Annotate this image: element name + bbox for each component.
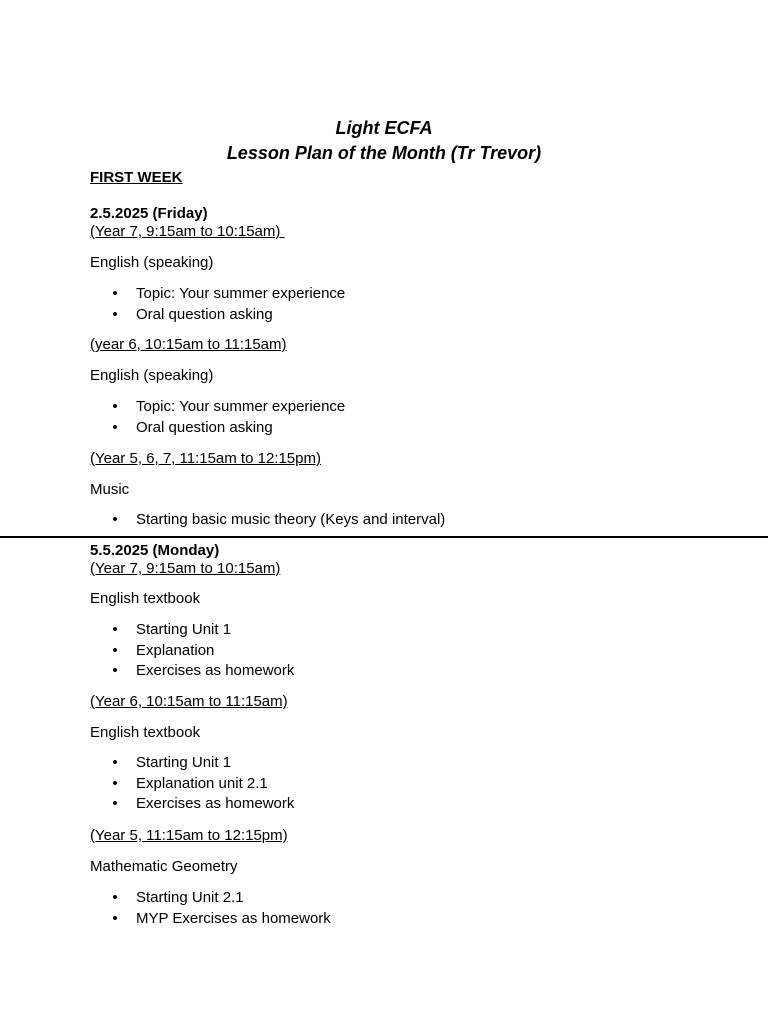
day1-lesson2-time: (year 6, 10:15am to 11:15am) bbox=[90, 336, 287, 353]
list-item bbox=[0, 641, 768, 662]
bullet-icon: • bbox=[112, 398, 118, 415]
list-item bbox=[0, 305, 768, 326]
bullet-icon: • bbox=[112, 621, 118, 638]
day1-lesson3-subject: Music bbox=[90, 481, 130, 498]
day2-lesson2-time: (Year 6, 10:15am to 11:15am) bbox=[90, 693, 288, 710]
list-item bbox=[0, 397, 768, 418]
bullet-icon: • bbox=[112, 418, 118, 436]
document-title: Light ECFA bbox=[335, 118, 433, 138]
bullet-text: Explanation unit 2.1 bbox=[136, 774, 268, 792]
day2-date: 5.5.2025 (Monday) bbox=[90, 542, 220, 559]
bullet-text: MYP Exercises as homework bbox=[136, 909, 331, 927]
list-item bbox=[0, 510, 768, 531]
page-divider bbox=[0, 536, 768, 538]
day2-lesson2-bullets bbox=[0, 753, 768, 815]
day2-lesson1-bullets bbox=[0, 620, 768, 682]
bullet-icon: • bbox=[112, 774, 118, 792]
bullet-icon: • bbox=[112, 795, 118, 812]
week-heading: FIRST WEEK bbox=[90, 169, 183, 186]
day2-lesson3-subject: Mathematic Geometry bbox=[90, 858, 238, 875]
day1-lesson2-subject: English (speaking) bbox=[90, 367, 214, 384]
day2-lesson2-subject: English textbook bbox=[90, 724, 201, 741]
bullet-icon: • bbox=[112, 662, 118, 679]
list-item bbox=[0, 753, 768, 774]
list-item bbox=[0, 888, 768, 909]
list-item bbox=[0, 909, 768, 930]
bullet-icon: • bbox=[112, 641, 118, 659]
list-item bbox=[0, 661, 768, 682]
list-item bbox=[0, 418, 768, 439]
list-item bbox=[0, 620, 768, 641]
bullet-text: Explanation bbox=[136, 641, 215, 659]
bullet-text: Oral question asking bbox=[136, 305, 273, 323]
list-item bbox=[0, 794, 768, 815]
bullet-text: Starting Unit 1 bbox=[136, 621, 232, 638]
day1-lesson3-time: (Year 5, 6, 7, 11:15am to 12:15pm) bbox=[90, 450, 321, 467]
day1-lesson3-bullets bbox=[0, 510, 768, 531]
day1-lesson1-bullets bbox=[0, 284, 768, 325]
list-item bbox=[0, 284, 768, 305]
day1-lesson1-subject: English (speaking) bbox=[90, 254, 214, 271]
bullet-icon: • bbox=[112, 909, 118, 927]
bullet-icon: • bbox=[112, 305, 118, 323]
document-title-block bbox=[0, 116, 768, 166]
day2-lesson1-subject: English textbook bbox=[90, 590, 201, 607]
day1-lesson2-bullets bbox=[0, 397, 768, 438]
bullet-text: Exercises as homework bbox=[136, 795, 295, 812]
day1-date: 2.5.2025 (Friday) bbox=[90, 205, 208, 222]
day2-lesson1-time: (Year 7, 9:15am to 10:15am) bbox=[90, 560, 281, 577]
list-item bbox=[0, 774, 768, 795]
bullet-text: Starting basic music theory (Keys and interval) bbox=[136, 511, 446, 528]
day2-lesson3-bullets bbox=[0, 888, 768, 929]
bullet-text: Topic: Your summer experience bbox=[136, 398, 346, 415]
bullet-icon: • bbox=[112, 889, 118, 906]
bullet-text: Oral question asking bbox=[136, 418, 273, 436]
day1-lesson1-time: (Year 7, 9:15am to 10:15am) bbox=[90, 223, 285, 240]
bullet-text: Topic: Your summer experience bbox=[136, 285, 346, 302]
bullet-text: Exercises as homework bbox=[136, 662, 295, 679]
bullet-icon: • bbox=[112, 754, 118, 771]
bullet-icon: • bbox=[112, 285, 118, 302]
day2-lesson3-time: (Year 5, 11:15am to 12:15pm) bbox=[90, 827, 288, 844]
document-subtitle: Lesson Plan of the Month (Tr Trevor) bbox=[226, 143, 542, 163]
bullet-text: Starting Unit 2.1 bbox=[136, 889, 244, 906]
bullet-text: Starting Unit 1 bbox=[136, 754, 232, 771]
bullet-icon: • bbox=[112, 511, 118, 528]
